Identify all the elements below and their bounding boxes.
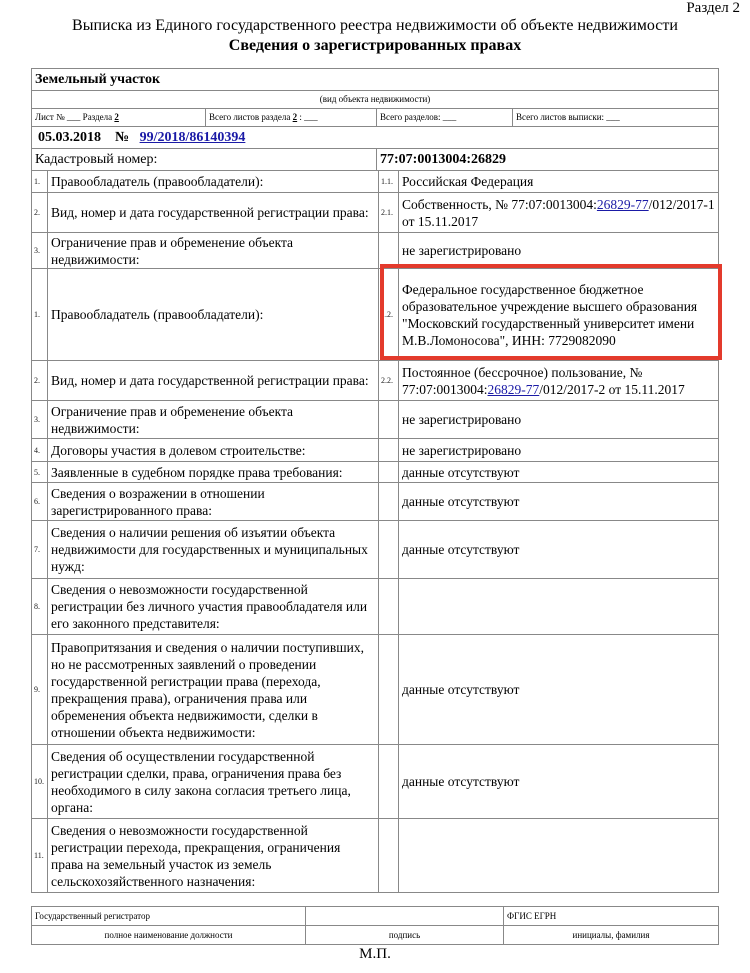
row-subnumber: 2.2. [379,361,399,401]
table-row [32,579,719,635]
table-row [32,361,719,401]
row-subnumber [379,635,399,745]
row-subnumber [379,521,399,579]
row-label: Ограничение прав и обременение объекта недвижимости: [48,401,379,439]
registration-link[interactable]: 26829-77 [596,196,649,212]
row-number: 6. [32,483,48,521]
cadastral-number: 77:07:0013004:26829 [377,149,719,171]
footer-table [31,906,719,945]
stamp-place: М.П. [359,946,391,962]
row-number: 10. [32,745,48,819]
row-value: не зарегистрировано [399,401,719,439]
object-header-table [31,68,719,171]
row-value: не зарегистрировано [399,439,719,462]
value-text: /012/2017-2 от 15.11.2017 [539,381,685,397]
row-subnumber: 2.1. [379,193,399,233]
extract-number-link[interactable]: 99/2018/86140394 [139,130,246,145]
table-row [32,462,719,483]
total-sections: Всего разделов: ___ [377,109,513,127]
row-subnumber: 1.2. [379,269,399,361]
row-label: Правообладатель (правообладатели): [48,171,379,193]
table-row [32,819,719,893]
row-number: 5. [32,462,48,483]
registrar-signature [306,907,504,926]
object-type-caption: (вид объекта недвижимости) [32,91,719,109]
row-number: 3. [32,401,48,439]
row-label: Правообладатель (правообладатели): [48,269,379,361]
row-subnumber [379,579,399,635]
extract-date-number: 05.03.2018 № 99/2018/86140394 [32,127,719,149]
document-title: Выписка из Единого государственного реестра недвижимости об объекте недвижимости [72,17,678,34]
name-caption: инициалы, фамилия [504,926,719,945]
row-label: Сведения о наличии решения об изъятии объекта недвижимости для государственных и муниципальных нужд: [48,521,379,579]
registrar-position: Государственный регистратор [32,907,306,926]
row-value: Федеральное государственное бюджетное образовательное учреждение высшего образования "Московский государственный университет имени М.В.Ломоносова", ИНН: 7729082090 [399,269,719,361]
table-row [32,439,719,462]
row-value: Российская Федерация [399,171,719,193]
row-label: Сведения об осуществлении государственной регистрации сделки, права, ограничения права без необходимого в силу закона согласия третьего лица, органа: [48,745,379,819]
row-subnumber [379,819,399,893]
row-value: данные отсутствуют [399,483,719,521]
row-label: Ограничение прав и обременение объекта недвижимости: [48,233,379,269]
row-value [399,193,719,233]
table-row [32,521,719,579]
table-row [32,171,719,193]
row-label: Сведения о возражении в отношении зарегистрированного права: [48,483,379,521]
row-subnumber [379,401,399,439]
row-value [399,579,719,635]
row-number: 8. [32,579,48,635]
signature-caption: подпись [306,926,504,945]
table-row [32,745,719,819]
row-value [399,819,719,893]
table-row [32,635,719,745]
sheet-number: Лист № ___ Раздела 2 [32,109,206,127]
object-type: Земельный участок [32,69,719,91]
row-value: данные отсутствуют [399,462,719,483]
row-number: 1. [32,171,48,193]
row-subnumber [379,483,399,521]
highlight-box [380,264,722,360]
row-subnumber: 1.1. [379,171,399,193]
registrar-name: ФГИС ЕГРН [504,907,719,926]
section-label: Раздел 2 [686,0,740,16]
row-number: 11. [32,819,48,893]
document-subtitle: Сведения о зарегистрированных правах [228,37,522,54]
row-number: 4. [32,439,48,462]
row-number: 2. [32,361,48,401]
cadastral-label: Кадастровый номер: [32,149,377,171]
row-subnumber [379,462,399,483]
row-value: данные отсутствуют [399,521,719,579]
row-value: не зарегистрировано [399,233,719,269]
row-value: данные отсутствуют [399,745,719,819]
row-number: 1. [32,269,48,361]
row-label: Сведения о невозможности государственной регистрации без личного участия правообладателя или его законного представителя: [48,579,379,635]
table-row [32,193,719,233]
row-subnumber [379,439,399,462]
row-number: 3. [32,233,48,269]
row-value: данные отсутствуют [399,635,719,745]
position-caption: полное наименование должности [32,926,306,945]
row-label: Договоры участия в долевом строительстве: [48,439,379,462]
row-number: 9. [32,635,48,745]
row-label: Вид, номер и дата государственной регистрации права: [48,361,379,401]
row-label: Заявленные в судебном порядке права требования: [48,462,379,483]
row-label: Вид, номер и дата государственной регистрации права: [48,193,379,233]
row-number: 2. [32,193,48,233]
row-label: Правопритязания и сведения о наличии поступивших, но не рассмотренных заявлений о проведении государственной регистрации права (перехода, прекращения права), ограничения права или обременения объекта недвижимости, сделки в отношении объекта недвижимости: [48,635,379,745]
table-row [32,483,719,521]
row-number: 7. [32,521,48,579]
row-label: Сведения о невозможности государственной регистрации перехода, прекращения, ограничения права на земельный участок из земель сельскохозяйственного назначения: [48,819,379,893]
row-subnumber [379,745,399,819]
row-value [399,361,719,401]
total-pages: Всего листов выписки: ___ [513,109,719,127]
total-section-sheets: Всего листов раздела 2 : ___ [206,109,377,127]
registration-link[interactable]: 26829-77 [487,381,540,397]
value-text: Собственность, № 77:07:0013004: [402,196,597,212]
value-text: /012/2017-1 от 15.11.2017 [402,196,715,229]
value-text: Постоянное (бессрочное) пользование, № 77:07:0013004: [402,364,643,397]
table-row [32,401,719,439]
